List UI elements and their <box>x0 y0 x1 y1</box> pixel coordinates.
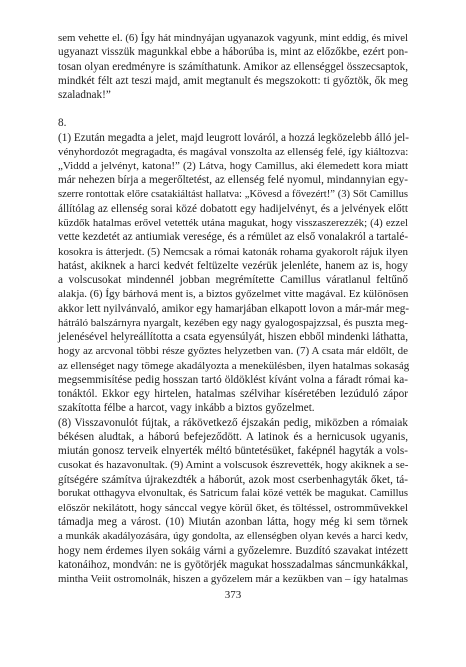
paragraph-top <box>58 31 408 102</box>
text-line: megsemmisítése pedig hosszan tartó öldöklést kívánt volna a fáradt római ka- <box>58 373 408 386</box>
text-line: már nehezen bírja a megerőltetést, az ellenség felé nyomul, mindannyian egy- <box>58 174 408 187</box>
text-line: mintha Veiit ostromolnák, hiszen a győzelem már a kezükben van – így hatalmas <box>58 573 408 586</box>
text-line: a munkák akadályozására, úgy gondolta, az ellenségben olyan kevés a harci kedv, <box>58 530 408 542</box>
text-line: békésen aludtak, a háború befejeződött. A latinok és a hernicusok ugyanis, <box>58 430 408 443</box>
text-line: „Viddd a jelvényt, katona!” (2) Látva, hogy Camillus, aki élemedett kora miatt <box>58 160 408 172</box>
text-line: hogy nem érdemes ilyen sokáig várni a győzelemre. Buzdító szavakat intézett <box>58 544 408 557</box>
text-line: miután gonosz terveik elnyerték méltó büntetésüket, faképnél hagyták a vols- <box>58 445 408 457</box>
text-line: támadja meg a várost. (10) Miután azonban látta, hogy még ki sem törnek <box>58 516 408 529</box>
paragraph-last <box>58 416 408 587</box>
text-line: szerre rontottak előre csatakiáltást hallatva: „Kövesd a fővezért!” (3) Sőt Camillus <box>58 188 408 200</box>
text-line: először nekilátott, hogy sánccal vegye körül őket, és töltéssel, ostromművekkel <box>58 502 408 514</box>
text-line: alakja. (6) Így bárhová ment is, a biztos győzelmet vitte magával. Ez különösen <box>58 288 409 301</box>
text-line: gítségére számítva újrakezdték a háborút, azok most cserbenhagyták őket, tá- <box>58 473 408 486</box>
text-line: hatást, akiknek a harci kedvét feltüzelte vezérük jelenléte, hanem az is, hogy <box>58 259 408 272</box>
text-line: jelenésével helyreállította a csata egyensúlyát, hiszen ebből mindenki láthatta, <box>58 331 408 343</box>
text-line: állítólag az ellenség sorai közé dobatott egy hadijelvényt, és a jelvények előtt <box>58 202 408 215</box>
text-line: vette kezdetét az antiumiak veresége, és a rémület az első vonalakról a tartalé- <box>58 231 409 244</box>
text-line: cusokat és hazavonultak. (9) Amint a volscusok észrevették, hogy akiknek a se- <box>58 459 409 472</box>
body-text <box>58 31 408 587</box>
text-line: mindkét félt azt teszi majd, amit megtanult és megszokott: ti győztök, ők meg <box>58 74 408 87</box>
text-line: tonáktól. Ekkor egy hirtelen, hatalmas szélvihar kíséretében lezúduló zápor <box>58 388 408 400</box>
text-line: ugyanazt visszük magunkkal ebbe a háborúba is, mint az előzőkbe, ezért pon- <box>58 46 408 59</box>
text-line: katonáihoz, mondván: ne is gyötörjék magukat hosszadalmas sáncmunkákkal, <box>58 559 408 571</box>
text-line: (1) Ezután megadta a jelet, majd leugrott lováról, a hozzá legközelebb álló jel- <box>58 131 410 144</box>
text-line: (8) Visszavonulót fújtak, a rákövetkező éjszakán pedig, miközben a rómaiak <box>58 416 408 429</box>
text-line: az ellenséget nagy tömege akadályozta a menekülésben, ilyen hatalmas sokaság <box>58 359 410 372</box>
text-line: borukat otthagyva elvonultak, és Satricum falai közé vették be magukat. Camillus <box>58 487 408 499</box>
text-line: sem vehette el. (6) Így hát mindnyájan ugyanazok vagyunk, mint eddig, és mivel <box>58 32 408 44</box>
paragraph-main <box>58 131 408 416</box>
text-line: küzdők hatalmas erővel vetették utána magukat, hogy visszaszerezzék; (4) ezzel <box>58 217 408 229</box>
text-line: szaladnak!” <box>58 89 111 101</box>
text-line: a volscusokat mindennél jobban megrémítette Camillus váratlanul feltűnő <box>58 274 408 286</box>
text-line: vényhordozót megragadta, és magával vonszolta az ellenség felé, így kiáltozva: <box>58 145 409 158</box>
text-line: kosokra is átterjedt. (5) Nemcsak a római katonák rohama gyakorolt rájuk ilyen <box>58 245 409 258</box>
section-number: 8. <box>58 117 67 130</box>
text-line: hogy az arcvonal többi része győztes helyzetben van. (7) A csata már eldőlt, de <box>58 345 408 358</box>
text-line: akkor lett nyilvánvaló, amikor egy hamarjában elkapott lovon a már-már meg- <box>58 302 410 315</box>
text-line: hátráló balszárnyra nyargalt, kezében egy nagy gyalogospajzzsal, és puszta meg- <box>58 316 408 329</box>
page-number: 373 <box>224 589 242 601</box>
text-line: szakította félbe a harcot, vagy inkább a biztos győzelmet. <box>58 402 315 415</box>
text-line: tosan olyan eredményre is számíthatunk. Amikor az ellenséggel összecsaptok, <box>58 60 408 73</box>
